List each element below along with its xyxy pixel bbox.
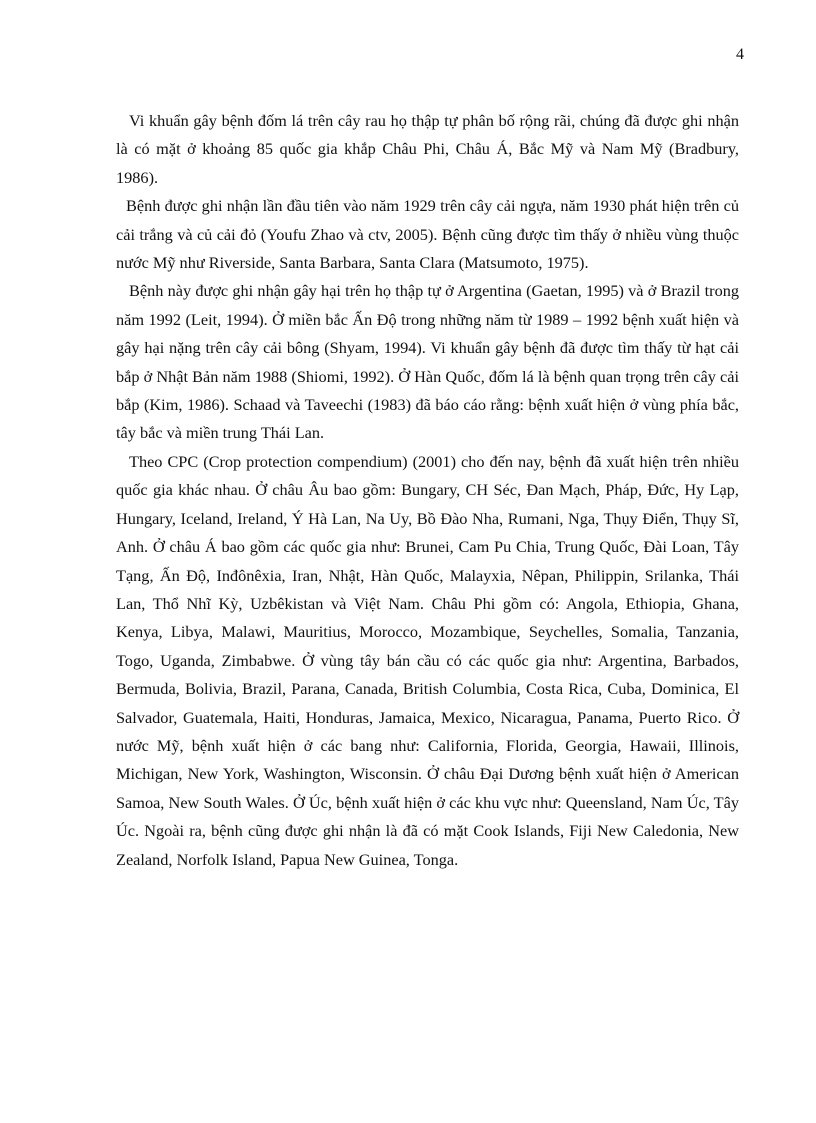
paragraph-regional-records: Bệnh này được ghi nhận gây hại trên họ thập tự ở Argentina (Gaetan, 1995) và ở Brazil trong năm 1992 (Leit, 1994). Ở miền bắc Ấn Độ trong những năm từ 1989 – 1992 bệnh xuất hiện và gây hại nặng trên cây cải bông (Shyam, 1994). Vi khuẩn gây bệnh đã được tìm thấy từ hạt cải bắp ở Nhật Bản năm 1988 (Shiomi, 1992). Ở Hàn Quốc, đốm lá là bệnh quan trọng trên cây cải bắp (Kim, 1986). Schaad và Taveechi (1983) đã báo cáo rằng: bệnh xuất hiện ở vùng phía bắc, tây bắc và miền trung Thái Lan. (116, 281, 739, 443)
page-number: 4 (736, 46, 744, 63)
document-body (116, 107, 739, 874)
paragraph-cpc-countries: Theo CPC (Crop protection compendium) (2001) cho đến nay, bệnh đã xuất hiện trên nhiều quốc gia khác nhau. Ở châu Âu bao gồm: Bungary, CH Séc, Đan Mạch, Pháp, Đức, Hy Lạp, Hungary, Iceland, Ireland, Ý Hà Lan, Na Uy, Bồ Đào Nha, Rumani, Nga, Thụy Điển, Thụy Sĩ, Anh. Ở châu Á bao gồm các quốc gia như: Brunei, Cam Pu Chia, Trung Quốc, Đài Loan, Tây Tạng, Ấn Độ, Inđônêxia, Iran, Nhật, Hàn Quốc, Malayxia, Nêpan, Philippin, Srilanka, Thái Lan, Thổ Nhĩ Kỳ, Uzbêkistan và Việt Nam. Châu Phi gồm có: Angola, Ethiopia, Ghana, Kenya, Libya, Malawi, Mauritius, Morocco, Mozambique, Seychelles, Somalia, Tanzania, Togo, Uganda, Zimbabwe. Ở vùng tây bán cầu có các quốc gia như: Argentina, Barbados, Bermuda, Bolivia, Brazil, Parana, Canada, British Columbia, Costa Rica, Cuba, Dominica, El Salvador, Guatemala, Haiti, Honduras, Jamaica, Mexico, Nicaragua, Panama, Puerto Rico. Ở nước Mỹ, bệnh xuất hiện ở các bang như: California, Florida, Georgia, Hawaii, Illinois, Michigan, New York, Washington, Wisconsin. Ở châu Đại Dương bệnh xuất hiện ở American Samoa, New South Wales. Ở Úc, bệnh xuất hiện ở các khu vực như: Queensland, Nam Úc, Tây Úc. Ngoài ra, bệnh cũng được ghi nhận là đã có mặt Cook Islands, Fiji New Caledonia, New Zealand, Norfolk Island, Papua New Guinea, Tonga. (116, 451, 739, 869)
paragraph-distribution-overview: Vi khuẩn gây bệnh đốm lá trên cây rau họ thập tự phân bố rộng rãi, chúng đã được ghi nhận là có mặt ở khoảng 85 quốc gia khắp Châu Phi, Châu Á, Bắc Mỹ và Nam Mỹ (Bradbury, 1986). (116, 111, 739, 187)
paragraph-first-record: Bệnh được ghi nhận lần đầu tiên vào năm 1929 trên cây cải ngựa, năm 1930 phát hiện trên củ cải trắng và củ cải đỏ (Youfu Zhao và ctv, 2005). Bệnh cũng được tìm thấy ở nhiều vùng thuộc nước Mỹ như Riverside, Santa Barbara, Santa Clara (Matsumoto, 1975). (116, 196, 739, 273)
